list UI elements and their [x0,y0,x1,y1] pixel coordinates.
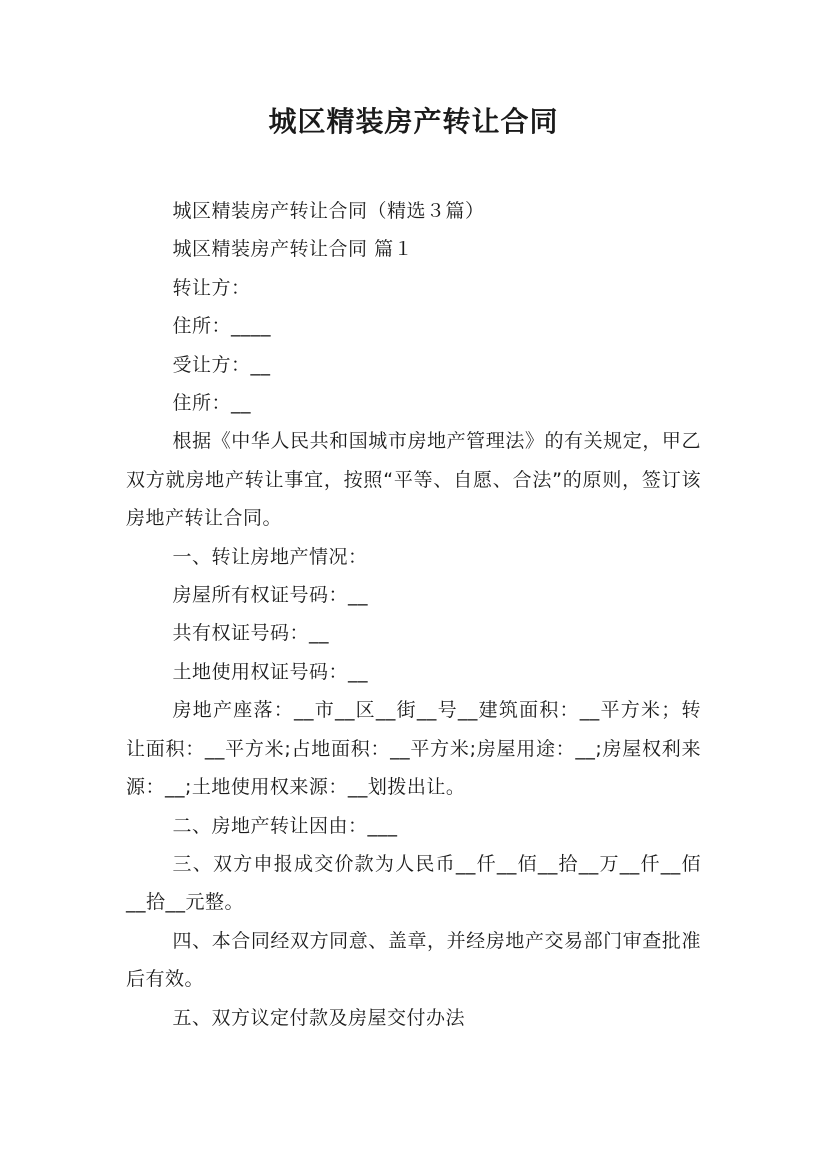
paragraph-collection-title: 城区精装房产转让合同（精选３篇） [172,200,485,222]
paragraph-clause-1-heading: 一、转让房地产情况： [172,545,368,568]
paragraph-property-location: 房地产座落：__市__区__街__号__建筑面积：__平方米；转让面积：__平方米;占地面积：__平方米;房屋用途：__;房屋权利来源：__;土地使用权来源：__划拨出让。 [126,699,701,799]
paragraph-section-heading: 城区精装房产转让合同 篇１ [172,238,414,261]
document-title: 城区精装房产转让合同 [268,105,559,138]
paragraph-transferor: 转让方： [172,276,251,299]
paragraph-ownership-cert: 房屋所有权证号码：__ [172,584,369,607]
document-body [126,192,701,1037]
paragraph-preamble: 根据《中华人民共和国城市房地产管理法》的有关规定，甲乙双方就房地产转让事宜，按照“平等、自愿、合法”的原则，签订该房地产转让合同。 [126,430,701,530]
paragraph-co-ownership-cert: 共有权证号码：__ [172,622,330,645]
paragraph-clause-2: 二、房地产转让因由：___ [172,814,398,837]
paragraph-transferor-address: 住所：____ [172,315,272,338]
paragraph-transferee: 受让方：__ [172,353,271,376]
paragraph-clause-5: 五、双方议定付款及房屋交付办法 [172,1006,466,1029]
paragraph-clause-3: 三、双方申报成交价款为人民币__仟__佰__拾__万__仟__佰__拾__元整。 [126,852,701,914]
paragraph-transferee-address: 住所：__ [172,392,252,415]
paragraph-land-use-cert: 土地使用权证号码：__ [172,660,369,683]
paragraph-clause-4: 四、本合同经双方同意、盖章，并经房地产交易部门审查批准后有效。 [126,929,701,991]
